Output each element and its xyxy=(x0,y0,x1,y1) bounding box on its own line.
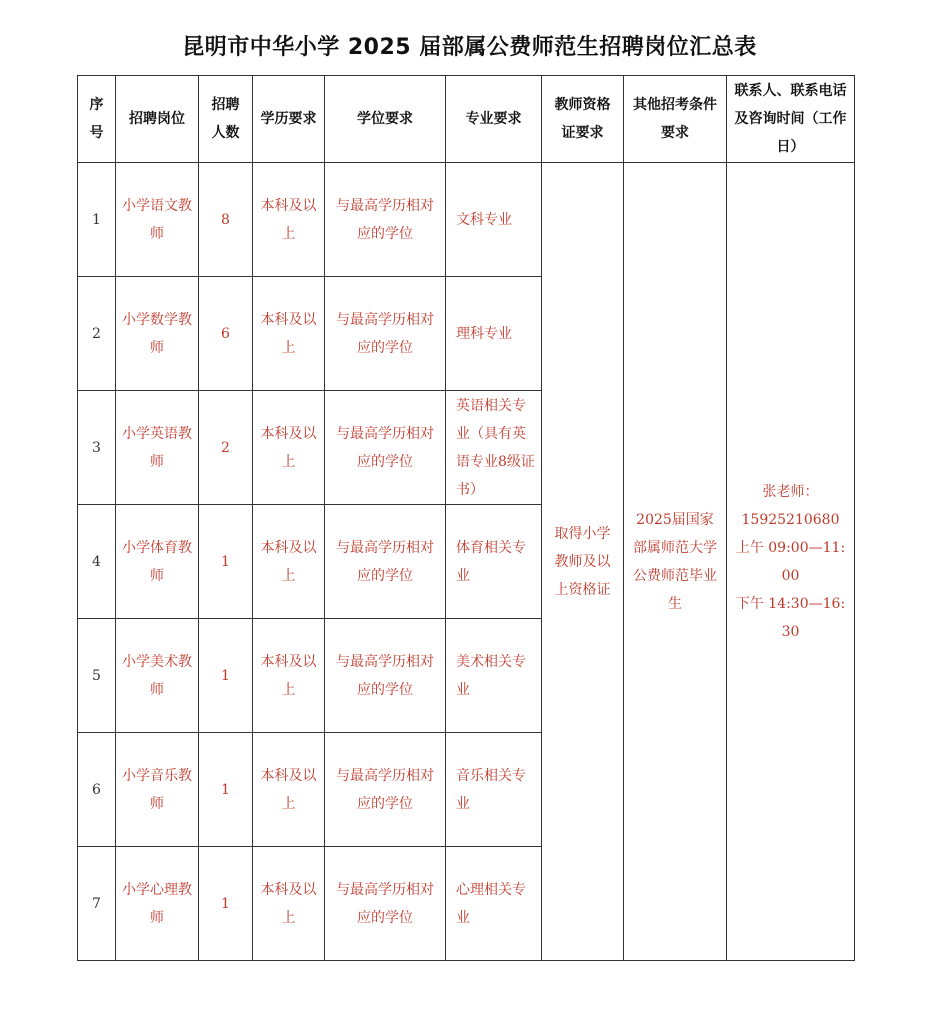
cell-major: 音乐相关专业 xyxy=(446,733,542,847)
cell-major: 英语相关专业（具有英语专业8级证书） xyxy=(446,391,542,505)
cell-degree: 与最高学历相对应的学位 xyxy=(325,847,446,961)
recruitment-table xyxy=(77,75,855,961)
cell-degree: 与最高学历相对应的学位 xyxy=(325,163,446,277)
header-seq: 序号 xyxy=(78,76,116,163)
cell-education: 本科及以上 xyxy=(253,847,325,961)
cell-education: 本科及以上 xyxy=(253,505,325,619)
cell-seq: 4 xyxy=(78,505,116,619)
cell-major: 体育相关专业 xyxy=(446,505,542,619)
header-count: 招聘人数 xyxy=(199,76,253,163)
cell-seq: 2 xyxy=(78,277,116,391)
cell-degree: 与最高学历相对应的学位 xyxy=(325,619,446,733)
cell-major: 心理相关专业 xyxy=(446,847,542,961)
table-row xyxy=(78,163,855,277)
cell-seq: 7 xyxy=(78,847,116,961)
cell-major: 理科专业 xyxy=(446,277,542,391)
contact-phone: 15925210680 xyxy=(741,511,840,528)
cell-position: 小学美术教师 xyxy=(116,619,199,733)
header-contact: 联系人、联系电话及咨询时间（工作日） xyxy=(727,76,855,163)
cell-count: 1 xyxy=(199,505,253,619)
cell-major: 美术相关专业 xyxy=(446,619,542,733)
cell-major: 文科专业 xyxy=(446,163,542,277)
cell-degree: 与最高学历相对应的学位 xyxy=(325,733,446,847)
cell-position: 小学心理教师 xyxy=(116,847,199,961)
cell-contact xyxy=(727,163,855,961)
cell-degree: 与最高学历相对应的学位 xyxy=(325,391,446,505)
cell-seq: 5 xyxy=(78,619,116,733)
cell-certificate: 取得小学教师及以上资格证 xyxy=(542,163,624,961)
cell-count: 1 xyxy=(199,733,253,847)
cell-position: 小学音乐教师 xyxy=(116,733,199,847)
cell-count: 6 xyxy=(199,277,253,391)
cell-position: 小学语文教师 xyxy=(116,163,199,277)
cell-education: 本科及以上 xyxy=(253,733,325,847)
cell-education: 本科及以上 xyxy=(253,277,325,391)
contact-afternoon-hours: 下午 14:30—16:30 xyxy=(735,595,846,640)
cell-position: 小学英语教师 xyxy=(116,391,199,505)
header-major: 专业要求 xyxy=(446,76,542,163)
page-title: 昆明市中华小学 2025 届部属公费师范生招聘岗位汇总表 xyxy=(182,35,757,60)
cell-education: 本科及以上 xyxy=(253,391,325,505)
cell-count: 1 xyxy=(199,619,253,733)
cell-degree: 与最高学历相对应的学位 xyxy=(325,505,446,619)
cell-other-conditions: 2025届国家部属师范大学公费师范毕业生 xyxy=(624,163,727,961)
table-header-row xyxy=(78,76,855,163)
header-degree: 学位要求 xyxy=(325,76,446,163)
header-education: 学历要求 xyxy=(253,76,325,163)
cell-count: 8 xyxy=(199,163,253,277)
cell-position: 小学数学教师 xyxy=(116,277,199,391)
cell-seq: 1 xyxy=(78,163,116,277)
cell-count: 2 xyxy=(199,391,253,505)
cell-education: 本科及以上 xyxy=(253,163,325,277)
cell-education: 本科及以上 xyxy=(253,619,325,733)
cell-seq: 3 xyxy=(78,391,116,505)
contact-name: 张老师： xyxy=(762,483,819,500)
cell-count: 1 xyxy=(199,847,253,961)
cell-seq: 6 xyxy=(78,733,116,847)
header-certificate: 教师资格证要求 xyxy=(542,76,624,163)
header-position: 招聘岗位 xyxy=(116,76,199,163)
cell-position: 小学体育教师 xyxy=(116,505,199,619)
contact-morning-hours: 上午 09:00—11:00 xyxy=(735,539,846,584)
header-other-conditions: 其他招考条件要求 xyxy=(624,76,727,163)
cell-degree: 与最高学历相对应的学位 xyxy=(325,277,446,391)
